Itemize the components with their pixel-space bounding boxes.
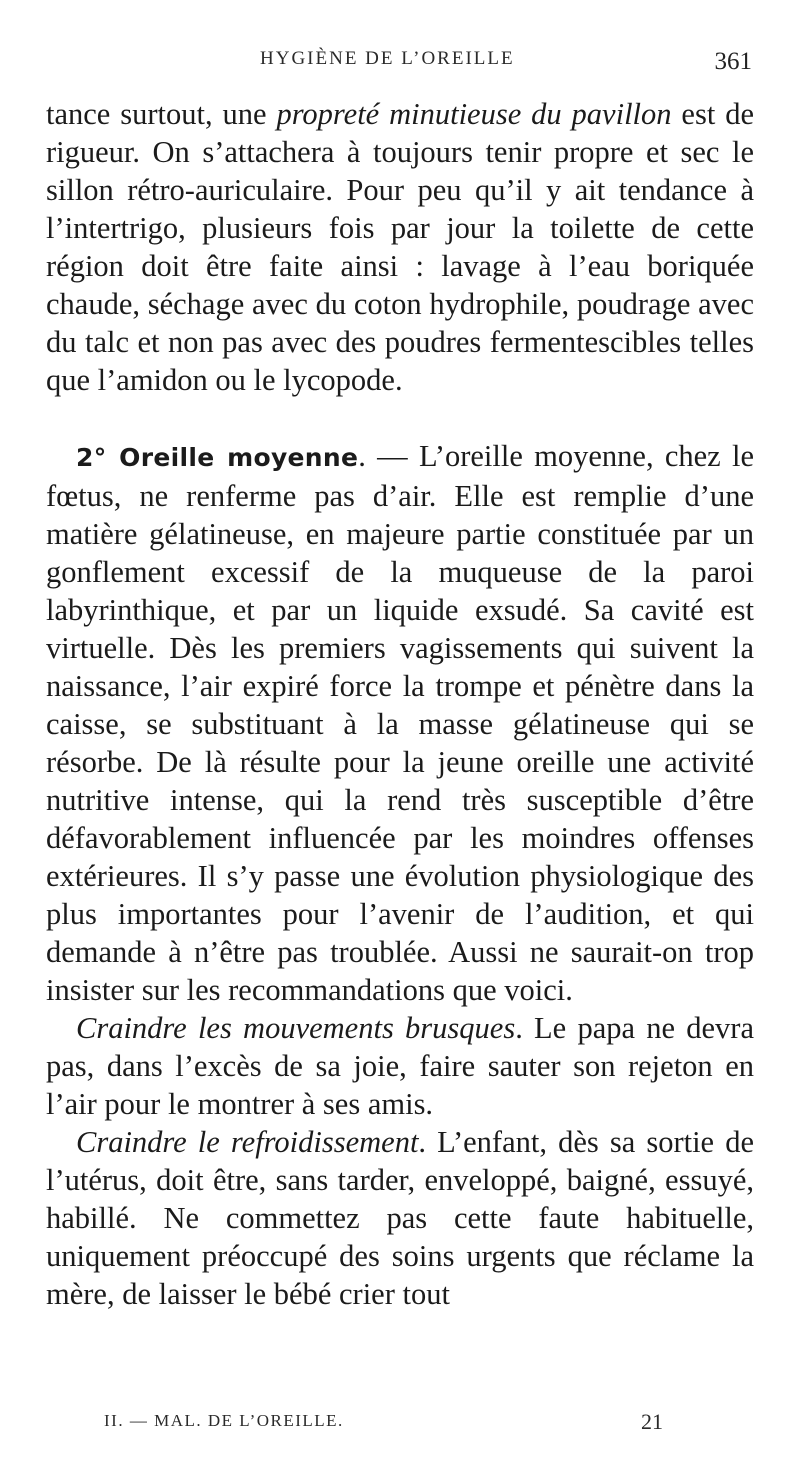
section-separator: . —: [358, 439, 419, 473]
page-header: [0, 44, 800, 84]
paragraph-oreille-moyenne: [46, 437, 754, 1009]
paragraph-oreille-moyenne-text: L’oreille moyenne, chez le fœtus, ne renferme pas d’air. Elle est remplie d’une matière gélatineuse, en majeure partie constituée par un gonflement excessif de la muqueuse de la paroi labyrinthique, et par un liquide exsudé. Sa cavité est virtuelle. Dès les premiers vagissements qui suivent la naissance, l’air expiré force la trompe et pénètre dans la caisse, se substituant à la masse gélatineuse qui se résorbe. De là résulte pour la jeune oreille une activité nutritive intense, qui la rend très susceptible d’être défavorablement influencée par les moindres offenses extérieures. Il s’y passe une évolution physiologique des plus importantes pour l’avenir de l’audition, et qui demande à n’être pas troublée. Aussi ne saurait-on trop insister sur les recommandations que voici.: [46, 439, 755, 1007]
signature-mark: II. — MAL. DE L’OREILLE.: [104, 1411, 344, 1430]
paragraph-mouvements-emphasis: Craindre les mouvements brusques: [76, 1011, 516, 1045]
page-footer: [0, 1409, 800, 1439]
paragraph-refroidissement: [46, 1123, 754, 1313]
signature-number: 21: [641, 1409, 663, 1434]
paragraph-refroidissement-emphasis: Craindre le refroidissement: [76, 1125, 419, 1159]
paragraph-pavillon-start: tance surtout, une: [46, 97, 277, 131]
body-text: [46, 95, 754, 1313]
paragraph-refroidissement-text: . L’enfant, dès sa sortie de l’utérus, doit être, sans tarder, enveloppé, baigné, essuyé, habillé. Ne commettez pas cette faute habituelle, uniquement préoccupé des soins urgents que réclame la mère, de laisser le bébé crier tout: [46, 1125, 754, 1311]
paragraph-pavillon: [46, 95, 754, 399]
running-title: HYGIÈNE DE L’OREILLE: [260, 48, 515, 69]
paragraph-mouvements: [46, 1009, 754, 1123]
paragraph-pavillon-emphasis: propreté minutieuse du pavillon: [276, 97, 672, 131]
page-number: 361: [714, 48, 752, 75]
paragraph-mouvements-text: . Le papa ne devra pas, dans l’excès de sa joie, faire sauter son rejeton en l’air pour le montrer à ses amis.: [46, 1011, 754, 1121]
section-heading: 2° Oreille moyenne: [76, 443, 359, 472]
paragraph-pavillon-text: est de rigueur. On s’attachera à toujours tenir propre et sec le sillon rétro-auriculaire. Pour peu qu’il y ait tendance à l’intertrigo, plusieurs fois par jour la toilette de cette région doit être faite ainsi : lavage à l’eau boriquée chaude, séchage avec du coton hydrophile, poudrage avec du talc et non pas avec des poudres fermentescibles telles que l’amidon ou le lycopode.: [46, 97, 755, 397]
